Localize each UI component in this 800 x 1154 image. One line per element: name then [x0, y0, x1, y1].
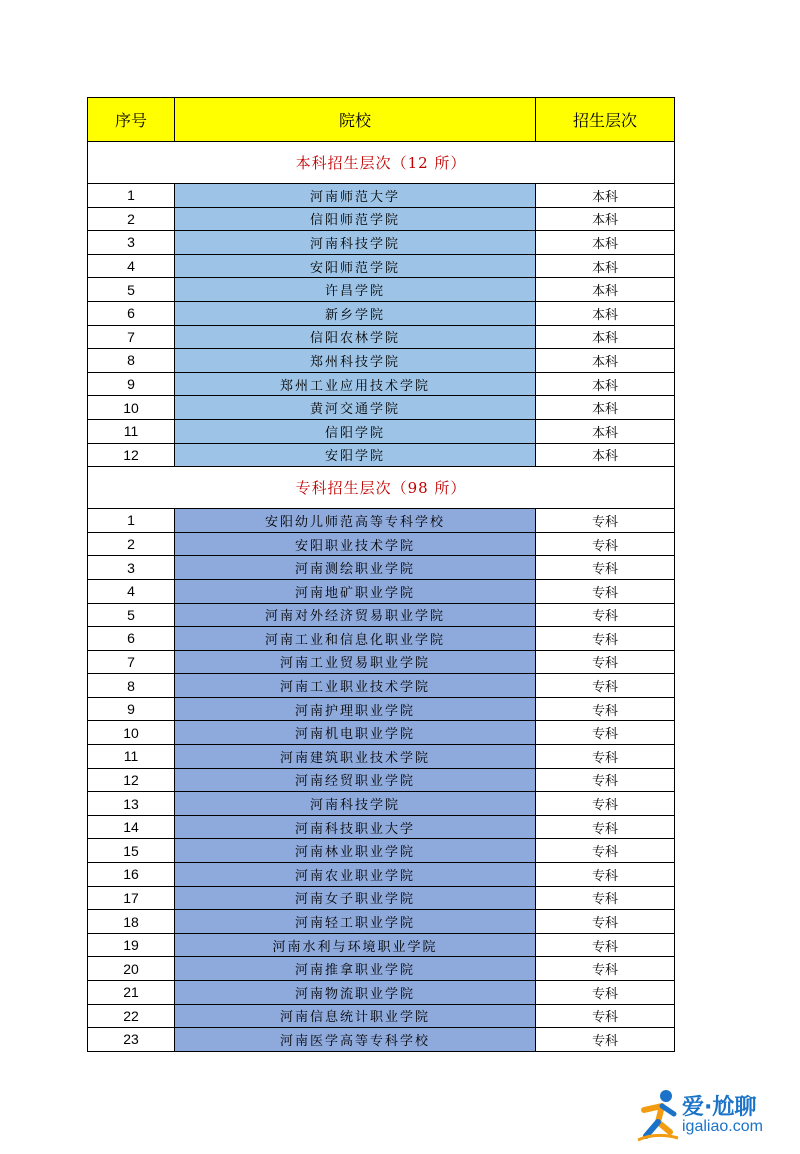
enrollment-level-cell: 专科	[536, 1028, 675, 1052]
serial-number-cell: 20	[88, 957, 175, 981]
enrollment-level-cell: 专科	[536, 815, 675, 839]
enrollment-level-cell: 本科	[536, 372, 675, 396]
vocational-section	[88, 467, 675, 1052]
serial-number-cell: 7	[88, 325, 175, 349]
table-row	[88, 509, 675, 533]
school-name-cell: 安阳职业技术学院	[175, 532, 536, 556]
school-table	[87, 97, 675, 1052]
header-serial-number: 序号	[88, 98, 175, 142]
table-row	[88, 721, 675, 745]
serial-number-cell: 4	[88, 254, 175, 278]
serial-number-cell: 10	[88, 721, 175, 745]
serial-number-cell: 1	[88, 184, 175, 208]
serial-number-cell: 17	[88, 886, 175, 910]
serial-number-cell: 16	[88, 863, 175, 887]
school-name-cell: 郑州工业应用技术学院	[175, 372, 536, 396]
serial-number-cell: 23	[88, 1028, 175, 1052]
school-name-cell: 河南经贸职业学院	[175, 768, 536, 792]
watermark-brand: 爱·尬聊	[682, 1095, 757, 1120]
serial-number-cell: 7	[88, 650, 175, 674]
table-row	[88, 231, 675, 255]
school-name-cell: 河南科技职业大学	[175, 815, 536, 839]
school-name-cell: 河南医学高等专科学校	[175, 1028, 536, 1052]
school-name-cell: 河南物流职业学院	[175, 981, 536, 1005]
school-name-cell: 许昌学院	[175, 278, 536, 302]
table-row	[88, 745, 675, 769]
serial-number-cell: 18	[88, 910, 175, 934]
school-name-cell: 河南建筑职业技术学院	[175, 745, 536, 769]
table-row	[88, 863, 675, 887]
table-row	[88, 957, 675, 981]
table-row	[88, 443, 675, 467]
school-name-cell: 河南工业和信息化职业学院	[175, 627, 536, 651]
enrollment-level-cell: 本科	[536, 349, 675, 373]
serial-number-cell: 14	[88, 815, 175, 839]
school-name-cell: 河南科技学院	[175, 231, 536, 255]
table-row	[88, 207, 675, 231]
enrollment-level-cell: 专科	[536, 721, 675, 745]
enrollment-level-cell: 本科	[536, 301, 675, 325]
school-name-cell: 河南对外经济贸易职业学院	[175, 603, 536, 627]
enrollment-level-cell: 专科	[536, 745, 675, 769]
enrollment-level-cell: 专科	[536, 579, 675, 603]
school-name-cell: 黄河交通学院	[175, 396, 536, 420]
serial-number-cell: 5	[88, 278, 175, 302]
serial-number-cell: 8	[88, 349, 175, 373]
serial-number-cell: 12	[88, 443, 175, 467]
enrollment-level-cell: 专科	[536, 1004, 675, 1028]
header-enrollment-level: 招生层次	[536, 98, 675, 142]
serial-number-cell: 15	[88, 839, 175, 863]
table-row	[88, 815, 675, 839]
serial-number-cell: 4	[88, 579, 175, 603]
table-row	[88, 254, 675, 278]
enrollment-level-cell: 专科	[536, 532, 675, 556]
table-row	[88, 556, 675, 580]
serial-number-cell: 9	[88, 372, 175, 396]
serial-number-cell: 2	[88, 207, 175, 231]
school-name-cell: 河南轻工职业学院	[175, 910, 536, 934]
serial-number-cell: 5	[88, 603, 175, 627]
vocational-section-title: 专科招生层次（98 所）	[88, 467, 675, 509]
table-row	[88, 1028, 675, 1052]
serial-number-cell: 19	[88, 933, 175, 957]
school-name-cell: 河南工业职业技术学院	[175, 674, 536, 698]
enrollment-level-cell: 本科	[536, 207, 675, 231]
enrollment-level-cell: 专科	[536, 509, 675, 533]
table-row	[88, 627, 675, 651]
enrollment-level-cell: 专科	[536, 863, 675, 887]
table-row	[88, 933, 675, 957]
serial-number-cell: 8	[88, 674, 175, 698]
watermark	[636, 1086, 796, 1146]
table-row	[88, 839, 675, 863]
serial-number-cell: 6	[88, 627, 175, 651]
serial-number-cell: 21	[88, 981, 175, 1005]
school-name-cell: 河南科技学院	[175, 792, 536, 816]
enrollment-level-cell: 专科	[536, 556, 675, 580]
enrollment-level-cell: 专科	[536, 792, 675, 816]
enrollment-level-cell: 本科	[536, 443, 675, 467]
school-name-cell: 信阳学院	[175, 419, 536, 443]
school-name-cell: 河南师范大学	[175, 184, 536, 208]
enrollment-level-cell: 专科	[536, 981, 675, 1005]
enrollment-level-cell: 本科	[536, 419, 675, 443]
school-name-cell: 信阳农林学院	[175, 325, 536, 349]
school-name-cell: 河南护理职业学院	[175, 697, 536, 721]
table-row	[88, 372, 675, 396]
table-row	[88, 278, 675, 302]
header-school: 院校	[175, 98, 536, 142]
enrollment-level-cell: 本科	[536, 278, 675, 302]
school-name-cell: 安阳幼儿师范高等专科学校	[175, 509, 536, 533]
serial-number-cell: 2	[88, 532, 175, 556]
school-name-cell: 河南农业职业学院	[175, 863, 536, 887]
serial-number-cell: 12	[88, 768, 175, 792]
table-row	[88, 981, 675, 1005]
serial-number-cell: 11	[88, 419, 175, 443]
school-name-cell: 新乡学院	[175, 301, 536, 325]
serial-number-cell: 1	[88, 509, 175, 533]
enrollment-level-cell: 本科	[536, 254, 675, 278]
table-row	[88, 910, 675, 934]
enrollment-level-cell: 本科	[536, 184, 675, 208]
serial-number-cell: 13	[88, 792, 175, 816]
school-name-cell: 河南推拿职业学院	[175, 957, 536, 981]
watermark-site: igaliao.com	[682, 1118, 763, 1135]
serial-number-cell: 6	[88, 301, 175, 325]
table-row	[88, 532, 675, 556]
table-row	[88, 650, 675, 674]
table-row	[88, 768, 675, 792]
school-name-cell: 河南林业职业学院	[175, 839, 536, 863]
school-name-cell: 郑州科技学院	[175, 349, 536, 373]
enrollment-level-cell: 专科	[536, 933, 675, 957]
table-row	[88, 325, 675, 349]
school-name-cell: 安阳师范学院	[175, 254, 536, 278]
table-row	[88, 349, 675, 373]
runner-logo-icon	[636, 1088, 680, 1144]
enrollment-level-cell: 专科	[536, 768, 675, 792]
school-name-cell: 河南水利与环境职业学院	[175, 933, 536, 957]
serial-number-cell: 3	[88, 556, 175, 580]
serial-number-cell: 22	[88, 1004, 175, 1028]
table-row	[88, 184, 675, 208]
enrollment-level-cell: 本科	[536, 231, 675, 255]
enrollment-level-cell: 本科	[536, 325, 675, 349]
table-row	[88, 396, 675, 420]
table-row	[88, 697, 675, 721]
enrollment-level-cell: 专科	[536, 627, 675, 651]
serial-number-cell: 10	[88, 396, 175, 420]
enrollment-level-cell: 专科	[536, 697, 675, 721]
undergraduate-section-title-row	[88, 142, 675, 184]
enrollment-level-cell: 专科	[536, 674, 675, 698]
school-name-cell: 河南测绘职业学院	[175, 556, 536, 580]
table-row	[88, 886, 675, 910]
undergraduate-section	[88, 142, 675, 467]
enrollment-level-cell: 本科	[536, 396, 675, 420]
enrollment-level-cell: 专科	[536, 650, 675, 674]
table-row	[88, 674, 675, 698]
table-row	[88, 579, 675, 603]
table-row	[88, 419, 675, 443]
undergraduate-section-title: 本科招生层次（12 所）	[88, 142, 675, 184]
school-name-cell: 安阳学院	[175, 443, 536, 467]
table-row	[88, 301, 675, 325]
school-name-cell: 信阳师范学院	[175, 207, 536, 231]
school-name-cell: 河南女子职业学院	[175, 886, 536, 910]
table-row	[88, 1004, 675, 1028]
school-name-cell: 河南信息统计职业学院	[175, 1004, 536, 1028]
serial-number-cell: 3	[88, 231, 175, 255]
school-name-cell: 河南地矿职业学院	[175, 579, 536, 603]
serial-number-cell: 11	[88, 745, 175, 769]
school-name-cell: 河南工业贸易职业学院	[175, 650, 536, 674]
enrollment-level-cell: 专科	[536, 603, 675, 627]
enrollment-level-cell: 专科	[536, 957, 675, 981]
school-name-cell: 河南机电职业学院	[175, 721, 536, 745]
enrollment-level-cell: 专科	[536, 886, 675, 910]
table-row	[88, 603, 675, 627]
vocational-section-title-row	[88, 467, 675, 509]
enrollment-level-cell: 专科	[536, 910, 675, 934]
table-header-row	[88, 98, 675, 142]
serial-number-cell: 9	[88, 697, 175, 721]
enrollment-level-cell: 专科	[536, 839, 675, 863]
table-row	[88, 792, 675, 816]
